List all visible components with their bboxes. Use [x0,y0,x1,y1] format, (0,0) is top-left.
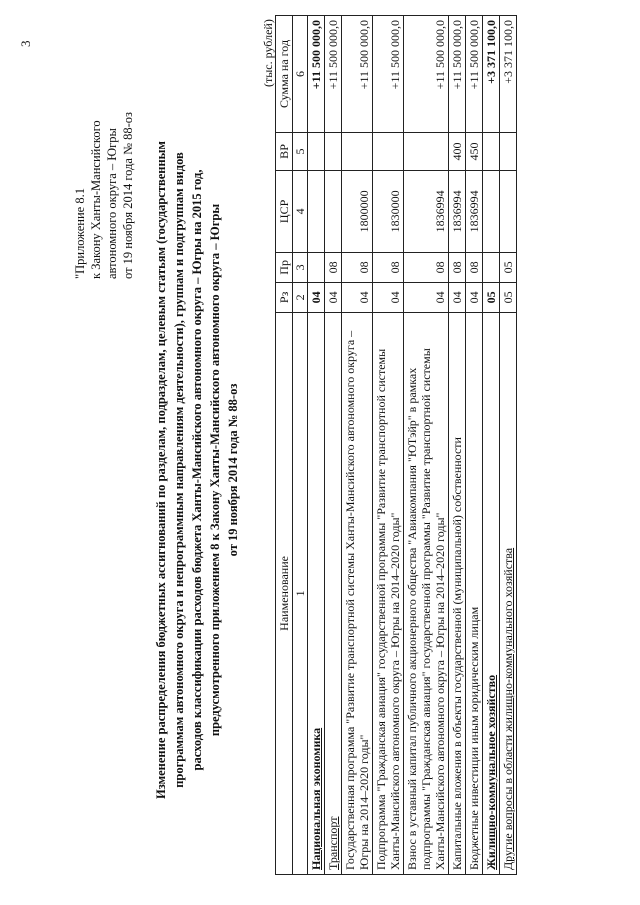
appendix-line: к Закону Ханты-Мансийского [89,120,103,279]
row-sum: +11 500 000,0 [308,16,325,133]
row-rz: 05 [483,282,500,312]
row-rz: 04 [342,282,373,312]
row-pr: 08 [325,252,342,282]
row-rz: 04 [404,282,449,312]
row-sum: +11 500 000,0 [373,16,404,133]
row-csr: 1830000 [373,170,404,252]
row-sum: +11 500 000,0 [466,16,483,133]
row-name: Капитальные вложения в объекты государственной (муниципальной) собственности [449,312,466,874]
appendix-header [72,0,136,279]
row-vr [342,132,373,170]
row-pr [483,252,500,282]
appendix-line: "Приложение 8.1 [73,188,87,279]
row-vr [325,132,342,170]
row-sum: +11 500 000,0 [449,16,466,133]
row-vr: 450 [466,132,483,170]
row-pr [308,252,325,282]
title-line: от 19 ноября 2014 года № 88-оз [226,383,240,557]
row-name: Государственная программа "Развитие транспортной системы Ханты-Мансийского автономного округа – Югры на 2014–2020 годы" [342,312,373,874]
row-rz: 04 [373,282,404,312]
row-pr: 08 [373,252,404,282]
row-pr: 05 [500,252,517,282]
row-csr: 1836994 [404,170,449,252]
row-rz: 04 [449,282,466,312]
table-row [404,16,449,875]
row-vr [308,132,325,170]
appendix-line: автономного округа – Югры [105,128,119,279]
row-name: Жилищно-коммунальное хозяйство [483,312,500,874]
budget-table [275,15,517,875]
table-row [373,16,404,875]
header-vr: ВР [276,132,293,170]
page-number: 3 [18,40,33,47]
row-vr [373,132,404,170]
row-vr [483,132,500,170]
header-pr: Пр [276,252,293,282]
row-pr: 08 [449,252,466,282]
row-csr [325,170,342,252]
col-number: 1 [293,312,308,874]
row-name: Национальная экономика [308,312,325,874]
header-csr: ЦСР [276,170,293,252]
table-row [308,16,325,875]
row-csr [500,170,517,252]
row-pr: 08 [342,252,373,282]
table-row [500,16,517,875]
row-rz: 04 [308,282,325,312]
row-csr: 1836994 [449,170,466,252]
col-number: 6 [293,16,308,133]
units-label: (тыс. рублей) [261,19,275,87]
row-csr [483,170,500,252]
appendix-line: от 19 ноября 2014 года № 88-оз [121,112,135,279]
row-name: Транспорт [325,312,342,874]
row-sum: +3 371 100,0 [500,16,517,133]
row-csr: 1836994 [466,170,483,252]
table-row [449,16,466,875]
title-line: Изменение распределения бюджетных ассигнований по разделам, подразделам, целевым статьям (государственным [154,141,168,799]
row-vr [404,132,449,170]
table-row [325,16,342,875]
table-row [483,16,500,875]
header-name: Наименование [276,312,293,874]
row-vr [500,132,517,170]
row-name: Бюджетные инвестиции иным юридическим лицам [466,312,483,874]
row-rz: 04 [466,282,483,312]
col-number: 4 [293,170,308,252]
row-name: Другие вопросы в области жилищно-коммунального хозяйства [500,312,517,874]
document-title [152,70,242,870]
table-row [342,16,373,875]
row-sum: +3 371 100,0 [483,16,500,133]
row-pr: 08 [404,252,449,282]
row-name: Подпрограмма "Гражданская авиация" государственной программы "Развитие транспортной системы Ханты-Мансийского автономного округа – Югры на 2014–2020 годы" [373,312,404,874]
table-header-row [276,16,293,875]
col-number: 3 [293,252,308,282]
title-line: расходов классификации расходов бюджета Ханты-Мансийского автономного округа – Югры на 2015 год, [190,169,204,771]
title-line: предусмотренного приложением 8 к Закону Ханты-Мансийского автономного округа – Югры [208,203,222,737]
title-line: программам автономного округа и непрограммным направлениям деятельности), группам и подгруппам видов [172,152,186,788]
column-number-row [293,16,308,875]
col-number: 5 [293,132,308,170]
row-name: Взнос в уставный капитал публичного акционерного общества "Авиакомпания "ЮТэйр" в рамках подпрограммы "Гражданская авиация" государственной программы "Развитие транспортной системы Ханты-Мансийского автономного округа – Югры на 2014–2020 годы" [404,312,449,874]
row-sum: +11 500 000,0 [342,16,373,133]
table-row [466,16,483,875]
row-rz: 05 [500,282,517,312]
header-sum: Сумма на год [276,16,293,133]
col-number: 2 [293,282,308,312]
row-csr [308,170,325,252]
row-vr: 400 [449,132,466,170]
header-rz: Рз [276,282,293,312]
row-pr: 08 [466,252,483,282]
row-rz: 04 [325,282,342,312]
row-sum: +11 500 000,0 [404,16,449,133]
row-sum: +11 500 000,0 [325,16,342,133]
row-csr: 1800000 [342,170,373,252]
